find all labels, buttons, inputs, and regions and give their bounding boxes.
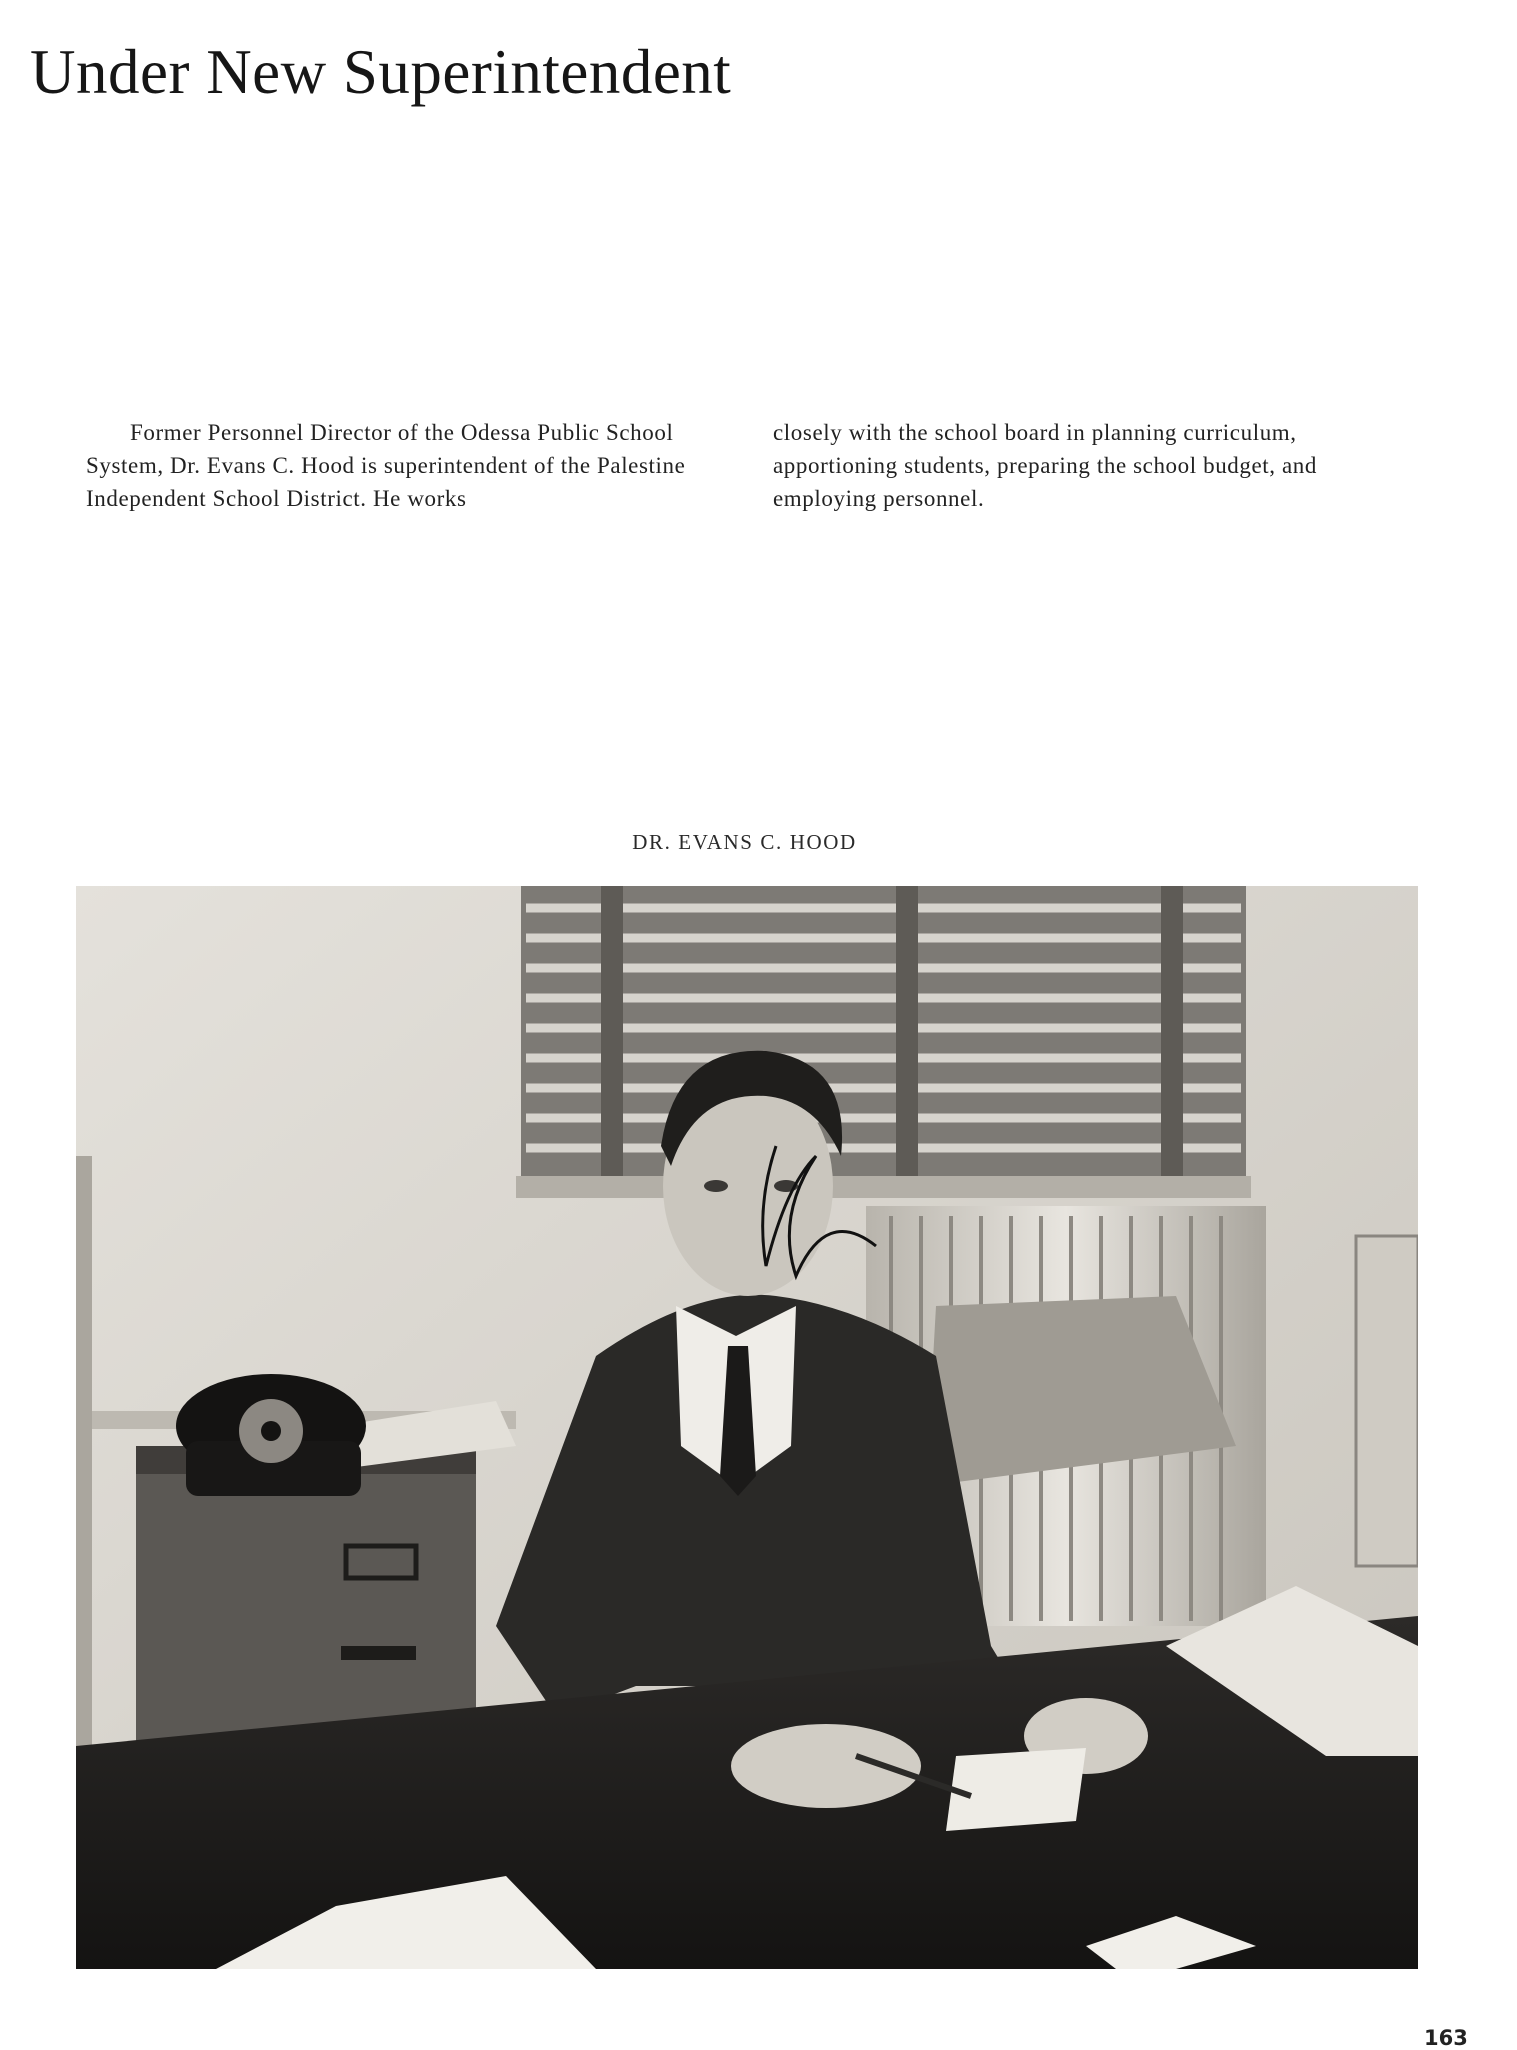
article-column-right: [773, 416, 1423, 515]
page-title: Under New Superintendent: [30, 37, 732, 107]
article-text-left: Former Personnel Director of the Odessa Public School System, Dr. Evans C. Hood is superintendent of the Palestine Independent School District. He works: [86, 420, 686, 511]
photo-caption: DR. EVANS C. HOOD: [632, 830, 857, 854]
article-column-left: [86, 416, 726, 515]
article-text-right: closely with the school board in planning curriculum, apportioning students, preparing the school budget, and employing personnel.: [773, 420, 1318, 511]
superintendent-photo: [76, 886, 1418, 1969]
page-number: 163: [1424, 2026, 1468, 2050]
photograph-of-man-at-desk-icon: [76, 886, 1418, 1969]
